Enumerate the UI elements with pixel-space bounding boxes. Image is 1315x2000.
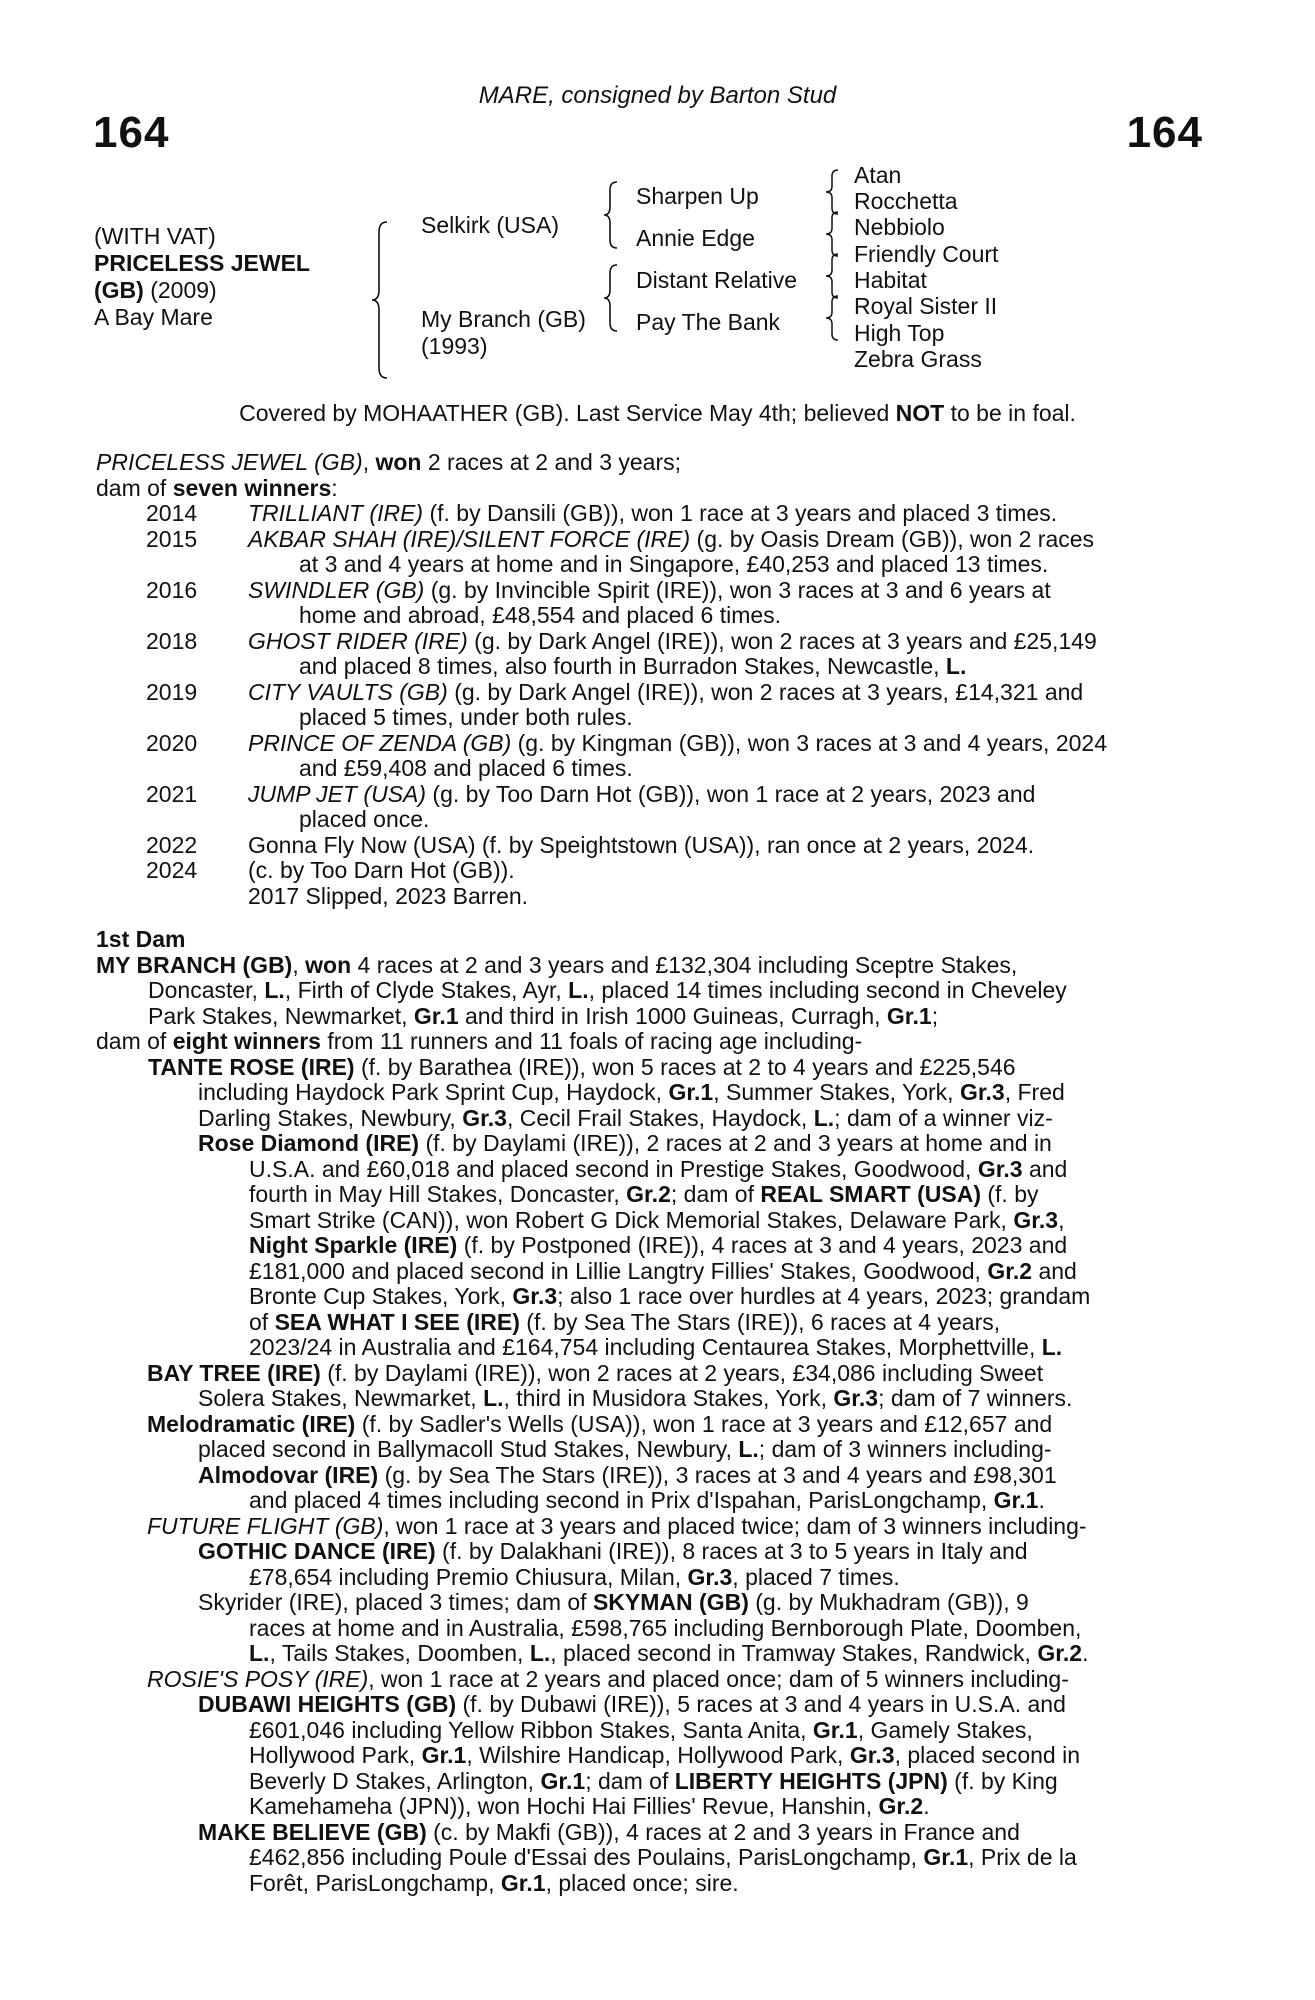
- progeny-line: and placed 4 times including second in Prix d'Ispahan, ParisLongchamp, Gr.1.: [249, 1487, 1045, 1513]
- foal-record: GHOST RIDER (IRE) (g. by Dark Angel (IRE)), won 2 races at 3 years and £25,149 and placed 8 times, also fourth in Burradon Stakes, Newcastle, L.: [248, 627, 1097, 679]
- foal-year: 2016: [146, 576, 198, 603]
- progeny-line: U.S.A. and £60,018 and placed second in Prestige Stakes, Goodwood, Gr.3 and: [249, 1155, 1068, 1182]
- dam-sire: Distant Relative: [636, 267, 798, 293]
- progeny-line: Night Sparkle (IRE) (f. by Postponed (IRE)), 4 races at 3 and 4 years, 2023 and: [249, 1232, 1068, 1258]
- slipped-note: 2017 Slipped, 2023 Barren.: [248, 882, 529, 909]
- progeny-line: FUTURE FLIGHT (GB), won 1 race at 3 years and placed twice; dam of 3 winners including-: [147, 1512, 1087, 1539]
- progeny-line: Smart Strike (CAN)), won Robert G Dick Memorial Stakes, Delaware Park, Gr.3,: [249, 1206, 1065, 1233]
- progeny-line: Rose Diamond (IRE) (f. by Daylami (IRE)), 2 races at 2 and 3 years at home and in: [198, 1130, 1052, 1156]
- brace-icon: [824, 168, 842, 216]
- dam-line: Doncaster, L., Firth of Clyde Stakes, Ayr, L., placed 14 times including second in Cheveley: [148, 977, 1067, 1003]
- consignor-title: MARE, consigned by Barton Stud: [478, 82, 837, 109]
- progeny-line: Beverly D Stakes, Arlington, Gr.1; dam of LIBERTY HEIGHTS (JPN) (f. by King: [249, 1767, 1058, 1794]
- brace-icon: [602, 263, 622, 333]
- progeny-line: TANTE ROSE (IRE) (f. by Barathea (IRE)), won 5 races at 2 to 4 years and £225,546: [148, 1053, 1016, 1080]
- sire-dam: Annie Edge: [636, 225, 755, 251]
- progeny-line: races at home and in Australia, £598,765 including Bernborough Plate, Doomben,: [249, 1614, 1082, 1641]
- progeny-line: £78,654 including Premio Chiusura, Milan, Gr.3, placed 7 times.: [249, 1563, 900, 1590]
- brace-icon: [824, 252, 842, 300]
- gg-sire-1: Atan: [854, 162, 902, 188]
- dam-line: MY BRANCH (GB), won 4 races at 2 and 3 years and £132,304 including Sceptre Stakes,: [96, 951, 1018, 978]
- produce-summary: dam of seven winners:: [96, 474, 338, 501]
- lot-number-right: 164: [1126, 108, 1203, 157]
- progeny-line: 2023/24 in Australia and £164,754 including Centaurea Stakes, Morphettville, L.: [249, 1334, 1063, 1360]
- foal-year: 2021: [146, 780, 198, 807]
- gg-sire-4: High Top: [854, 320, 945, 346]
- foal-entry: [96, 527, 1204, 578]
- brace-icon: [824, 210, 842, 258]
- brace-icon: [602, 180, 622, 250]
- dam-line: Park Stakes, Newmarket, Gr.1 and third in Irish 1000 Guineas, Curragh, Gr.1;: [148, 1002, 939, 1029]
- progeny-line: £181,000 and placed second in Lillie Langtry Fillies' Stakes, Goodwood, Gr.2 and: [249, 1257, 1077, 1284]
- foal-entry: [96, 578, 1204, 629]
- foal-entry: [96, 833, 1204, 859]
- foal-year: 2022: [146, 831, 198, 858]
- foal-record: AKBAR SHAH (IRE)/SILENT FORCE (IRE) (g. by Oasis Dream (GB)), won 2 races at 3 and 4 years at home and in Singapore, £40,253 and placed 13 times.: [248, 525, 1095, 577]
- progeny-line: L., Tails Stakes, Doomben, L., placed second in Tramway Stakes, Randwick, Gr.2.: [249, 1640, 1089, 1666]
- progeny-line: Solera Stakes, Newmarket, L., third in Musidora Stakes, York, Gr.3; dam of 7 winners.: [198, 1385, 1073, 1411]
- progeny-line: MAKE BELIEVE (GB) (c. by Makfi (GB)), 4 races at 2 and 3 years in France and: [198, 1818, 1020, 1845]
- dam-dam: Pay The Bank: [636, 309, 781, 335]
- foal-year: 2020: [146, 729, 198, 756]
- horse-name: PRICELESS JEWEL: [94, 250, 310, 276]
- gg-dam-4: Zebra Grass: [854, 346, 982, 372]
- foal-year: 2024: [146, 857, 198, 883]
- produce-intro: PRICELESS JEWEL (GB), won 2 races at 2 and 3 years;: [96, 449, 682, 475]
- section-heading: 1st Dam: [96, 926, 186, 952]
- dam-year: (1993): [421, 333, 488, 359]
- foal-record: JUMP JET (USA) (g. by Too Darn Hot (GB)), won 1 race at 2 years, 2023 and placed once.: [248, 780, 1036, 832]
- gg-dam-2: Friendly Court: [854, 241, 999, 267]
- foal-record: PRINCE OF ZENDA (GB) (g. by Kingman (GB)), won 3 races at 3 and 4 years, 2024 and £59,408 and placed 6 times.: [248, 729, 1107, 781]
- progeny-line: including Haydock Park Sprint Cup, Haydock, Gr.1, Summer Stakes, York, Gr.3, Fred: [198, 1079, 1065, 1105]
- progeny-line: Darling Stakes, Newbury, Gr.3, Cecil Frail Stakes, Haydock, L.; dam of a winner viz-: [198, 1104, 1053, 1131]
- gg-sire-2: Nebbiolo: [854, 214, 945, 240]
- progeny-line: ROSIE'S POSY (IRE), won 1 race at 2 years and placed once; dam of 5 winners including-: [147, 1665, 1069, 1692]
- horse-origin: (GB) (2009): [94, 277, 217, 303]
- foal-record: (c. by Too Darn Hot (GB)).: [248, 857, 515, 883]
- dam-line: dam of eight winners from 11 runners and 11 foals of racing age including-: [96, 1028, 863, 1054]
- gg-dam-1: Rocchetta: [854, 188, 958, 214]
- foal-year: 2019: [146, 678, 198, 705]
- progeny-line: BAY TREE (IRE) (f. by Daylami (IRE)), won 2 races at 2 years, £34,086 including Sweet: [147, 1359, 1044, 1386]
- foal-entry: [96, 629, 1204, 680]
- progeny-line: Hollywood Park, Gr.1, Wilshire Handicap, Hollywood Park, Gr.3, placed second in: [249, 1742, 1080, 1768]
- brace-icon: [370, 220, 392, 380]
- sire-sire: Sharpen Up: [636, 183, 759, 209]
- progeny-line: Almodovar (IRE) (g. by Sea The Stars (IRE)), 3 races at 3 and 4 years and £98,301: [198, 1461, 1057, 1488]
- foal-year: 2018: [146, 627, 198, 654]
- progeny-line: of SEA WHAT I SEE (IRE) (f. by Sea The Stars (IRE)), 6 races at 4 years,: [249, 1308, 1001, 1335]
- foal-entry: [96, 858, 1204, 884]
- foal-record: CITY VAULTS (GB) (g. by Dark Angel (IRE)), won 2 races at 3 years, £14,321 and placed 5 times, under both rules.: [248, 678, 1084, 730]
- dam: My Branch (GB): [421, 306, 586, 332]
- foal-entry: [96, 731, 1204, 782]
- foal-record: SWINDLER (GB) (g. by Invincible Spirit (IRE)), won 3 races at 3 and 6 years at home and abroad, £48,554 and placed 6 times.: [248, 576, 1051, 628]
- progeny-line: Kamehameha (JPN)), won Hochi Hai Fillies' Revue, Hanshin, Gr.2.: [249, 1793, 930, 1819]
- progeny-line: Forêt, ParisLongchamp, Gr.1, placed once; sire.: [249, 1869, 739, 1896]
- foal-list: [96, 501, 1204, 884]
- foal-year: 2015: [146, 525, 198, 552]
- foal-entry: [96, 501, 1204, 527]
- progeny-line: £462,856 including Poule d'Essai des Poulains, ParisLongchamp, Gr.1, Prix de la: [249, 1844, 1077, 1870]
- progeny-line: DUBAWI HEIGHTS (GB) (f. by Dubawi (IRE)), 5 races at 3 and 4 years in U.S.A. and: [198, 1691, 1066, 1717]
- gg-sire-3: Habitat: [854, 267, 927, 293]
- foal-record: TRILLIANT (IRE) (f. by Dansili (GB)), won 1 race at 3 years and placed 3 times.: [248, 500, 1058, 526]
- catalogue-body: [96, 450, 1204, 1896]
- progeny-line: Skyrider (IRE), placed 3 times; dam of SKYMAN (GB) (g. by Mukhadram (GB)), 9: [198, 1589, 1029, 1615]
- foal-record: Gonna Fly Now (USA) (f. by Speightstown (USA)), ran once at 2 years, 2024.: [248, 831, 1035, 858]
- progeny-line: Melodramatic (IRE) (f. by Sadler's Wells (USA)), won 1 race at 3 years and £12,657 and: [147, 1410, 1053, 1437]
- sire: Selkirk (USA): [421, 212, 560, 238]
- foal-entry: [96, 782, 1204, 833]
- horse-description: A Bay Mare: [94, 304, 213, 330]
- progeny-line: £601,046 including Yellow Ribbon Stakes, Santa Anita, Gr.1, Gamely Stakes,: [249, 1716, 1033, 1743]
- pedigree-table: [94, 162, 1224, 398]
- foal-entry: [96, 680, 1204, 731]
- progeny-line: GOTHIC DANCE (IRE) (f. by Dalakhani (IRE)), 8 races at 3 to 5 years in Italy and: [198, 1538, 1028, 1564]
- progeny-line: fourth in May Hill Stakes, Doncaster, Gr.2; dam of REAL SMART (USA) (f. by: [249, 1181, 1039, 1207]
- brace-icon: [824, 294, 842, 342]
- vat-note: (WITH VAT): [94, 223, 216, 249]
- gg-dam-3: Royal Sister II: [854, 293, 998, 319]
- covering-note: Covered by MOHAATHER (GB). Last Service May 4th; believed NOT to be in foal.: [239, 400, 1076, 426]
- progeny-line: placed second in Ballymacoll Stud Stakes, Newbury, L.; dam of 3 winners including-: [198, 1436, 1052, 1462]
- foal-year: 2014: [146, 500, 198, 526]
- progeny-line: Bronte Cup Stakes, York, Gr.3; also 1 race over hurdles at 4 years, 2023; grandam: [249, 1283, 1091, 1309]
- lot-number-left: 164: [93, 108, 170, 157]
